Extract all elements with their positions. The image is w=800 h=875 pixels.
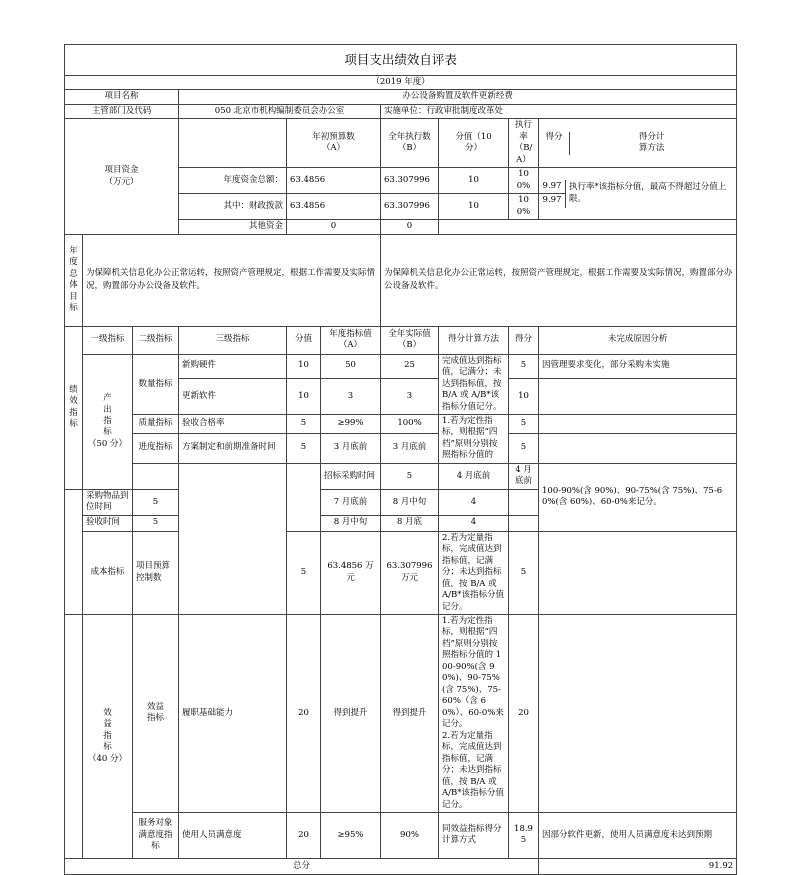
- funds-row-total-score: 9.97: [539, 180, 565, 195]
- row-check-actual: 8 月底: [381, 515, 439, 531]
- timeliness-label: [287, 463, 321, 531]
- row-acc-name: 验收合格率: [179, 414, 287, 433]
- dept-value: 050 北京市机构编制委员会办公室: [179, 104, 381, 118]
- row-sw-reason: [539, 378, 737, 414]
- project-name-label: 项目名称: [65, 90, 179, 104]
- row-arrive-actual: 8 月中旬: [381, 489, 439, 515]
- funds-row-fiscal-rate: 100%: [509, 194, 539, 220]
- row-check-reason: [509, 515, 539, 531]
- cost-label: 成本指标: [83, 531, 133, 614]
- cont-left-3: [65, 515, 83, 531]
- self-evaluation-form: [64, 44, 736, 871]
- cont-left-4: [65, 531, 83, 614]
- funds-header-method-wrap: [539, 119, 737, 168]
- row-satisfaction-method: 同效益指标得分计算方式: [439, 812, 509, 858]
- row-arrive-score: 4: [439, 489, 509, 515]
- perf-header-l3: 三级指标: [179, 326, 287, 354]
- dept-label: 主管部门及代码: [65, 104, 179, 118]
- row-acc-reason: [539, 414, 737, 433]
- funds-header-rate: 执行率 （B/A）: [509, 119, 539, 168]
- satisfaction-label: 服务对象满意度指标: [133, 812, 179, 858]
- row-sw-name: 更新软件: [179, 378, 287, 414]
- row-sw-score: 10: [509, 378, 539, 414]
- goal-label: 年 度 总 体 目 标: [65, 234, 83, 326]
- quantity-label: 数量指标: [133, 354, 179, 414]
- form-title: 项目支出绩效自评表: [65, 45, 737, 76]
- row-sw-weight: 10: [287, 378, 321, 414]
- row-effect-score: 20: [509, 615, 539, 813]
- row-arrive-weight: 5: [133, 489, 179, 515]
- row-cost-actual: 63.307996 万元: [381, 531, 439, 614]
- row-hw-reason: 因管理要求变化，部分采购未实施: [539, 354, 737, 378]
- cont-output-blank: [179, 463, 287, 614]
- row-bid-weight: 5: [381, 463, 439, 489]
- benefit-label: 效 益 指 标 （40 分）: [83, 615, 133, 859]
- row-check-target: 8 月中旬: [321, 515, 381, 531]
- funds-row-total-budget: 63.4856: [287, 168, 381, 194]
- perf-header-target: 年度指标值 （A）: [321, 326, 381, 354]
- impl-unit: 实施单位：行政审批制度改革处: [381, 104, 737, 118]
- perf-header-actual: 全年实际值 （B）: [381, 326, 439, 354]
- row-effect-weight: 20: [287, 615, 321, 813]
- funds-header-score: 得分: [539, 132, 570, 155]
- row-effect-actual: 得到提升: [381, 615, 439, 813]
- row-effect-target: 得到提升: [321, 615, 381, 813]
- funds-method-text: 执行率*该指标分值，最高不得超过分值上限。: [569, 182, 727, 204]
- funds-row-other-label: 其他资金: [179, 220, 287, 234]
- funds-row-total-executed: 63.307996: [381, 168, 439, 194]
- method-quant: 完成值达到指标值，记满分；未达到指标值，按 B/A 或 A/B*该指标分值记分。: [439, 354, 509, 414]
- benefit-left-blank: [65, 615, 83, 859]
- row-hw-weight: 10: [287, 354, 321, 378]
- funds-header-budget: 年初预算数 （A）: [287, 119, 381, 168]
- row-effect-name: 履职基础能力: [179, 615, 287, 813]
- perf-header-method: 得分计算方法: [439, 326, 509, 354]
- funds-method-cell: [539, 168, 737, 220]
- row-satisfaction-target: ≥95%: [321, 812, 381, 858]
- funds-row-fiscal-score: 9.97: [542, 195, 562, 206]
- quality-label: 质量指标: [133, 414, 179, 433]
- row-satisfaction-name: 使用人员满意度: [179, 812, 287, 858]
- row-hw-name: 新购硬件: [179, 354, 287, 378]
- funds-row-fiscal-weight: 10: [439, 194, 509, 220]
- funds-row-other-blank: [439, 220, 737, 234]
- funds-header-executed: 全年执行数 （B）: [381, 119, 439, 168]
- form-year: （2019 年度）: [65, 76, 737, 90]
- row-acc-score: 5: [509, 414, 539, 433]
- funds-row-other-budget: 0: [287, 220, 381, 234]
- perf-header-score: 得分: [509, 326, 539, 354]
- row-effect-method: 1.若为定性指标，则根据“四档”原则分别按照指标分值的 100-90%(含 90%)、90-75%(含 75%)、75-60%（含 60%）、60-0%来记分。 2.若为定量指标，完成值达到指标值，记满分；未达到指标值，按 B/A 或 A/B*该指标分值记分。: [439, 615, 509, 813]
- funds-row-fiscal-label: 其中：财政拨款: [179, 194, 287, 220]
- row-satisfaction-weight: 20: [287, 812, 321, 858]
- row-plan-weight: 5: [287, 433, 321, 463]
- row-cost-target: 63.4856 万元: [321, 531, 381, 614]
- funds-header-method: 得分计 算方法: [638, 131, 665, 154]
- row-cost-score: 5: [509, 531, 539, 614]
- funds-header-blank: [179, 119, 287, 168]
- row-check-weight: 5: [133, 515, 179, 531]
- row-arrive-target: 7 月底前: [321, 489, 381, 515]
- cont-left-1: [133, 463, 179, 489]
- method-qual-a: 1.若为定性指标，则根据“四档”原则分别按照指标分值的: [439, 414, 509, 463]
- funds-row-other-executed: 0: [381, 220, 439, 234]
- output-label: 产 出 指 标 （50 分）: [83, 354, 133, 489]
- row-bid-actual: 4 月底前: [509, 463, 539, 489]
- perf-header-l1: 一级指标: [83, 326, 133, 354]
- row-cost-name: 项目预算控制数: [133, 531, 179, 614]
- perf-header-l2: 二级指标: [133, 326, 179, 354]
- funds-row-total-rate: 100%: [509, 168, 539, 194]
- project-name-value: 办公设备购置及软件更新经费: [179, 90, 737, 104]
- row-sw-actual: 3: [381, 378, 439, 414]
- row-plan-reason: [539, 433, 737, 463]
- row-hw-target: 50: [321, 354, 381, 378]
- funds-row-fiscal-budget: 63.4856: [287, 194, 381, 220]
- row-bid-name: 招标采购时间: [321, 463, 381, 489]
- goal-planned: 为保障机关信息化办公正常运转，按照资产管理规定，根据工作需要及实际情况，购置部分办公设备及软件。: [83, 234, 381, 326]
- total-label: 总分: [65, 858, 539, 874]
- row-sw-target: 3: [321, 378, 381, 414]
- row-hw-score: 5: [509, 354, 539, 378]
- row-check-name: 验收时间: [83, 515, 133, 531]
- row-acc-weight: 5: [287, 414, 321, 433]
- evaluation-table: [64, 44, 737, 875]
- funds-row-total-label: 年度资金总额：: [179, 168, 287, 194]
- funds-row-fiscal-executed: 63.307996: [381, 194, 439, 220]
- row-plan-score: 5: [509, 433, 539, 463]
- row-satisfaction-reason: 因部分软件更新，使用人员满意度未达到预期: [539, 812, 737, 858]
- effect-label: 效益 指标: [133, 615, 179, 813]
- funds-label: 项目资金 （万元）: [65, 119, 179, 234]
- row-hw-actual: 25: [381, 354, 439, 378]
- row-arrive-reason: [509, 489, 539, 515]
- row-satisfaction-actual: 90%: [381, 812, 439, 858]
- goal-actual: 为保障机关信息化办公正常运转，按照资产管理规定，根据工作需要及实际情况，购置部分办公设备及软件。: [381, 234, 737, 326]
- row-plan-actual: 3 月底前: [381, 433, 439, 463]
- row-check-score: 4: [439, 515, 509, 531]
- row-acc-target: ≥99%: [321, 414, 381, 433]
- row-plan-name: 方案制定和前期准备时间: [179, 433, 287, 463]
- total-value: 91.92: [539, 858, 737, 874]
- row-bid-target: 4 月底前: [439, 463, 509, 489]
- funds-row-total-weight: 10: [439, 168, 509, 194]
- progress-label: 进度指标: [133, 433, 179, 463]
- row-cost-reason: [539, 531, 737, 614]
- funds-header-weight: 分值（10 分）: [439, 119, 509, 168]
- perf-header-weight: 分值: [287, 326, 321, 354]
- row-arrive-name: 采购物品到位时间: [83, 489, 133, 515]
- row-acc-actual: 100%: [381, 414, 439, 433]
- method-qual-b: 100-90%(含 90%)、90-75%(含 75%)、75-60%(含 60%)、60-0%来记分。: [539, 463, 737, 531]
- row-plan-target: 3 月底前: [321, 433, 381, 463]
- cont-left-2: [65, 489, 83, 515]
- perf-label: 绩 效 指 标: [65, 326, 83, 489]
- method-qual-c: 2.若为定量指标，完成值达到指标值，记满分；未达到指标值，按 B/A 或 A/B*该指标分值记分。: [439, 531, 509, 614]
- row-cost-weight: 5: [287, 531, 321, 614]
- row-satisfaction-score: 18.95: [509, 812, 539, 858]
- perf-header-reason: 未完成原因分析: [539, 326, 737, 354]
- row-effect-reason: [539, 615, 737, 813]
